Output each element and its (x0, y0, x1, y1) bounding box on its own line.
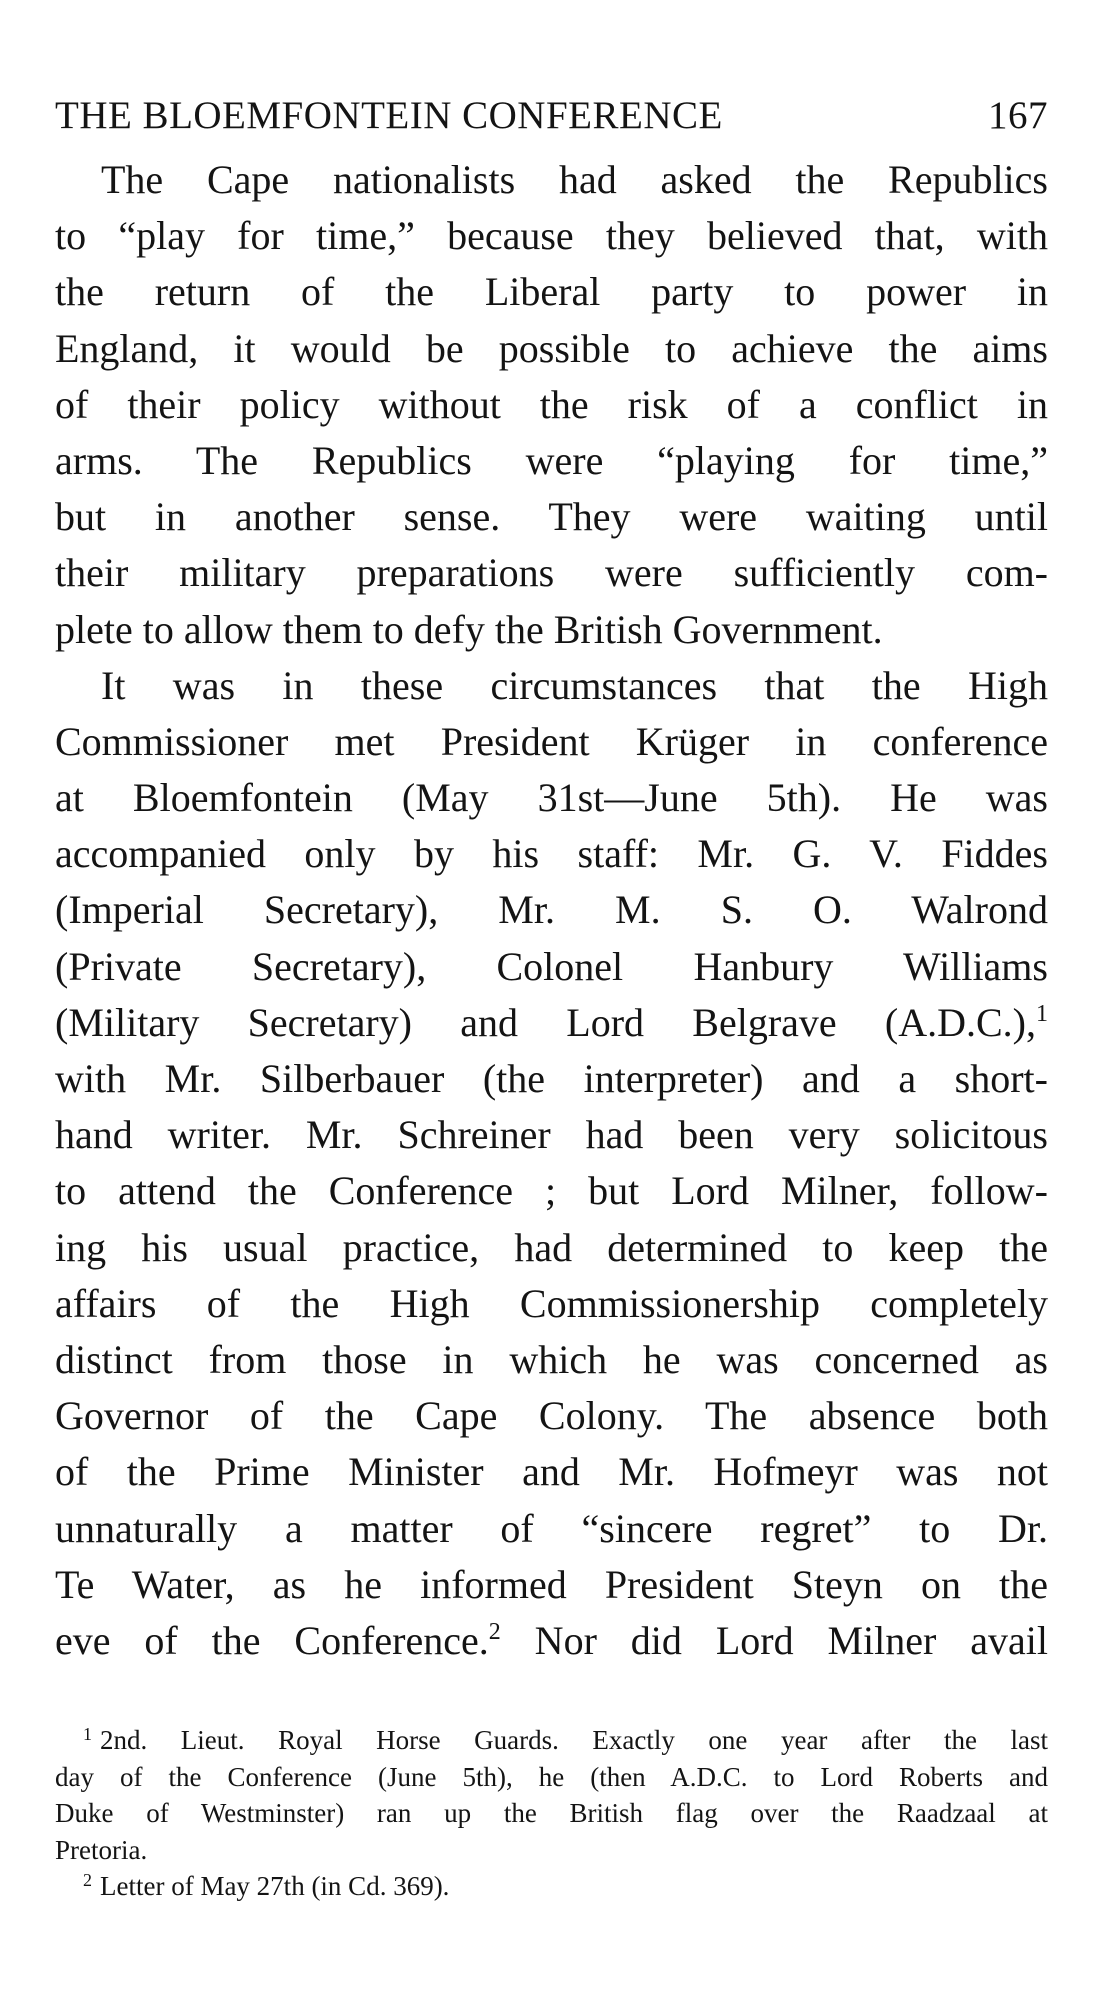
text-line: with Mr. Silberbauer (the interpreter) and a short- (55, 1056, 1048, 1101)
text-line: arms. The Republics were “playing for time,” (55, 437, 1048, 483)
text-line-text: eve of the Conference. (55, 1617, 489, 1663)
text-line: at Bloemfontein (May 31st—June 5th). He was (55, 775, 1048, 821)
footnote-2-text: Letter of May 27th (in Cd. 369). (100, 1871, 450, 1901)
text-line: ing his usual practice, had determined to keep the (55, 1224, 1048, 1270)
text-line-with-footnote (55, 995, 1048, 1051)
text-line: (Private Secretary), Colonel Hanbury Williams (55, 943, 1048, 989)
footnote-2-mark: 2 (83, 1870, 92, 1890)
text-line: to “play for time,” because they believed that, with (55, 213, 1048, 259)
running-head-title: THE BLOEMFONTEIN CONFERENCE (55, 94, 723, 137)
text-line: plete to allow them to defy the British Government. (55, 606, 883, 652)
page-number: 167 (988, 94, 1048, 137)
footnote-2-line (55, 1868, 1048, 1905)
text-line: but in another sense. They were waiting until (55, 494, 1048, 540)
body-text (55, 152, 1048, 1669)
text-line: The Cape nationalists had asked the Republics (101, 157, 1048, 202)
text-line: hand writer. Mr. Schreiner had been very solicitous (55, 1112, 1048, 1158)
text-line: accompanied only by his staff: Mr. G. V. Fiddes (55, 831, 1048, 877)
footnote-1-line (55, 1722, 1048, 1759)
text-line: (Imperial Secretary), Mr. M. S. O. Walrond (55, 887, 1048, 933)
text-line: of their policy without the risk of a conflict in (55, 381, 1048, 427)
text-line: their military preparations were sufficiently com- (55, 550, 1048, 596)
text-line: England, it would be possible to achieve the aims (55, 325, 1048, 371)
text-line: the return of the Liberal party to power in (55, 269, 1048, 315)
text-line: distinct from those in which he was concerned as (55, 1336, 1048, 1382)
footnote-1-line: day of the Conference (June 5th), he (then A.D.C. to Lord Roberts and (55, 1761, 1048, 1792)
footnote-1-line: Duke of Westminster) ran up the British flag over the Raadzaal at (55, 1798, 1048, 1828)
running-head (55, 86, 1048, 146)
footnote-reference-2: 2 (488, 1618, 501, 1645)
text-line-text: Nor did Lord Milner avail (500, 1617, 1048, 1663)
footnote-reference-1: 1 (1036, 1000, 1048, 1027)
text-line-text: (Military Secretary) and Lord Belgrave (A.D.C.), (55, 999, 1036, 1045)
text-line: Governor of the Cape Colony. The absence both (55, 1393, 1048, 1439)
footnote-1-line: Pretoria. (55, 1834, 148, 1865)
footnote-1-mark: 1 (83, 1724, 92, 1744)
text-line: of the Prime Minister and Mr. Hofmeyr was not (55, 1449, 1048, 1495)
text-line-with-footnote (55, 1613, 1048, 1669)
text-line: affairs of the High Commissionership completely (55, 1280, 1048, 1326)
text-line: It was in these circumstances that the High (101, 662, 1048, 708)
text-line: unnaturally a matter of “sincere regret” to Dr. (55, 1505, 1048, 1551)
footnote-1-text: 2nd. Lieut. Royal Horse Guards. Exactly one year after the last (100, 1725, 1048, 1755)
text-line: Te Water, as he informed President Steyn on the (55, 1561, 1048, 1607)
footnotes (55, 1722, 1048, 1905)
text-line: Commissioner met President Krüger in conference (55, 718, 1048, 764)
text-line: to attend the Conference ; but Lord Milner, follow- (55, 1168, 1048, 1214)
